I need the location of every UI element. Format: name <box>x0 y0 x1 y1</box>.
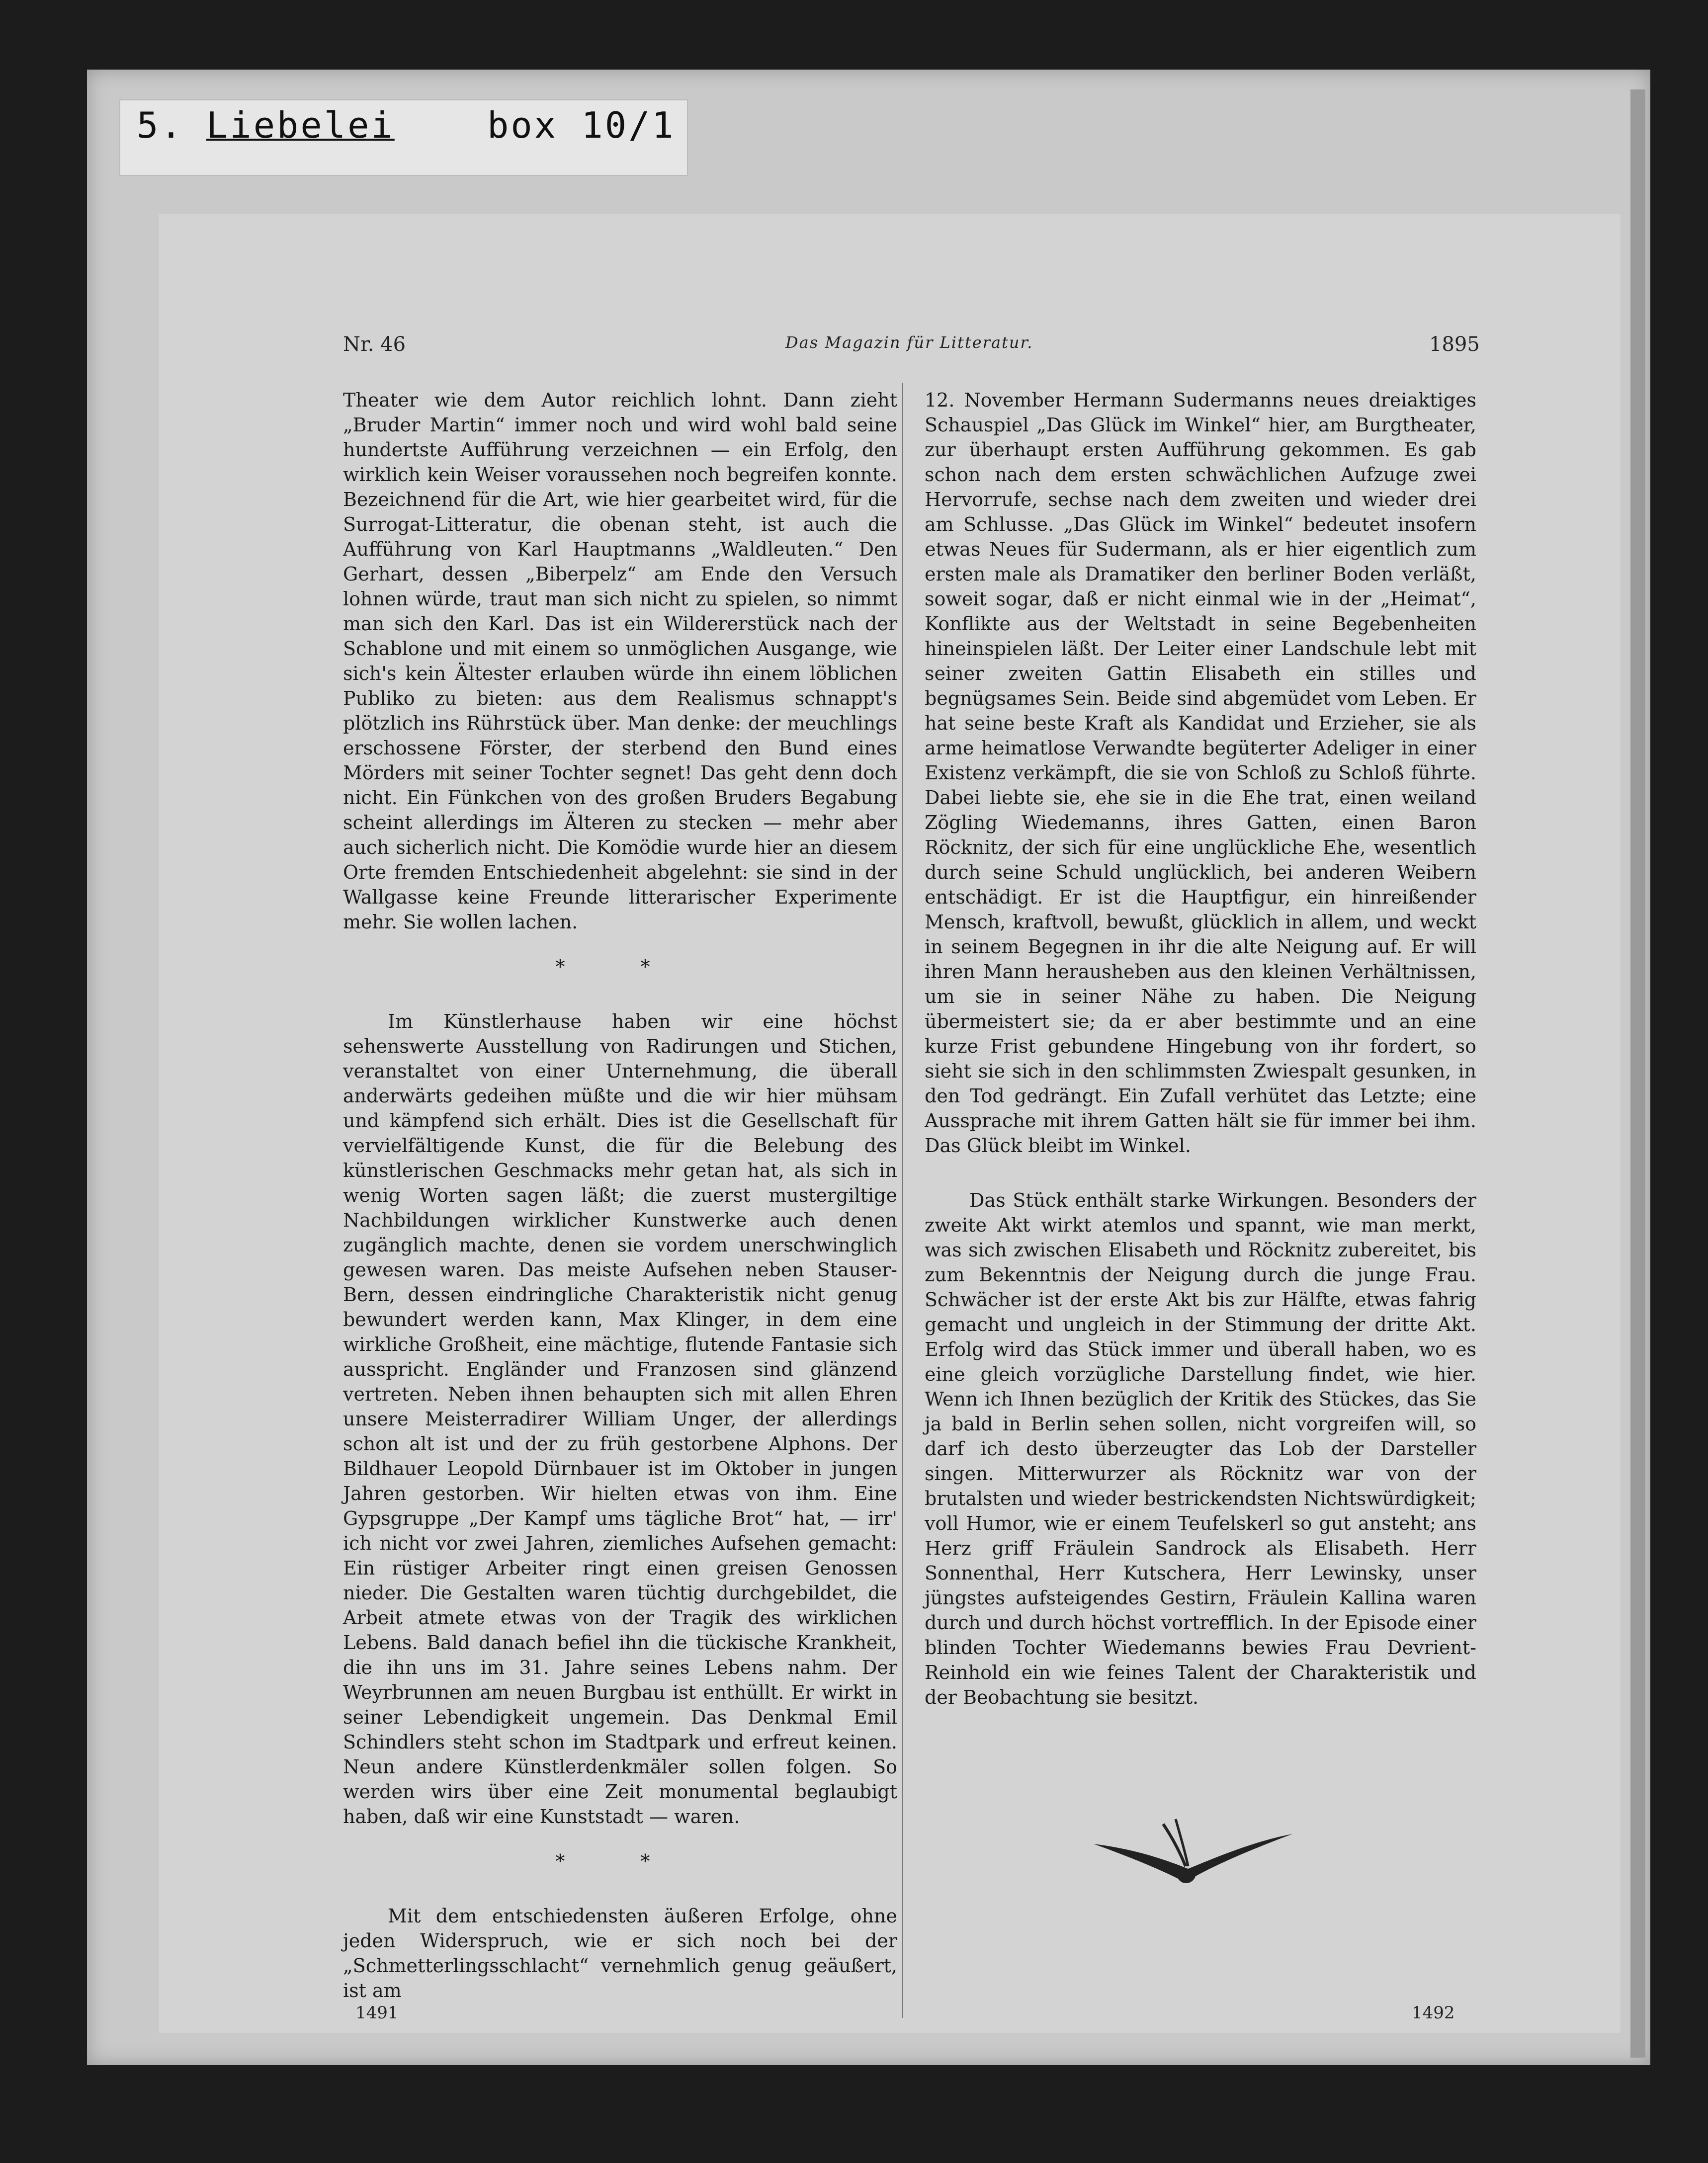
label-title: Liebelei <box>206 104 395 146</box>
left-paragraph-2: Im Künstlerhause haben wir eine höchst sehenswerte Ausstellung von Radirungen und Stichen, veranstaltet von einer Unternehmung, die überall anderwärts gedeihen müßte und die wir hier mühsam und kämpfend sich erhält. Dies ist die Gesellschaft für vervielfältigende Kunst, die für die Belebung des künstlerischen Geschmacks mehr getan hat, als sich in wenig Worten sagen läßt; die zuerst mustergiltige Nachbildungen wirklicher Kunstwerke auch denen zugänglich machte, denen sie vordem unerschwinglich gewesen waren. Das meiste Aufsehen neben Stauser-Bern, dessen eindringliche Charakteristik nicht genug bewundert werden kann, Max Klinger, in dem eine wirkliche Großheit, eine mächtige, flutende Fantasie sich ausspricht. Engländer und Franzosen sind glänzend vertreten. Neben ihnen behaupten sich mit allen Ehren unsere Meisterradirer William Unger, der allerdings schon alt ist und der zu früh gestorbene Alphons. Der Bildhauer Leopold Dürnbauer ist im Oktober in jungen Jahren gestorben. Wir hielten etwas von ihm. Eine Gypsgruppe „Der Kampf ums tägliche Brot“ hat, — irr' ich nicht vor zwei Jahren, ziemliches Aufsehen gemacht: Ein rüstiger Arbeiter ringt einen greisen Genossen nieder. Die Gestalten waren tüchtig durchgebildet, die Arbeit atmete etwas von der Tragik des wirklichen Lebens. Bald danach befiel ihn die tückische Krankheit, die ihn uns im 31. Jahre seines Lebens nahm. Der Weyrbrunnen am neuen Burgbau ist enthüllt. Er wirkt in seiner Lebendigkeit ungemein. Das Denkmal Emil Schindlers steht schon im Stadtpark und erfreut keinen. Neun andere Künstlerdenkmäler sollen folgen. So werden wirs über eine Zeit monumental beglaubigt haben, daß wir eine Kunststadt — waren. <box>343 1010 897 1828</box>
issue-number: Nr. 46 <box>343 333 406 356</box>
column-divider <box>902 383 903 2018</box>
swallow-ornament <box>1089 1814 1297 1894</box>
publication-title: Das Magazin für Litteratur. <box>785 333 1033 352</box>
page-number-left: 1491 <box>355 2003 399 2023</box>
right-column <box>925 388 1476 1710</box>
left-paragraph-3: Mit dem entschiedensten äußeren Erfolge, ohne jeden Widerspruch, wie er sich noch bei der „Schmetterlingsschlacht“ vernehmlich genug geäußert, ist am <box>343 1905 897 2001</box>
left-column <box>343 388 897 2003</box>
sheet-edge <box>1630 89 1645 2058</box>
right-paragraph-1: 12. November Hermann Sudermanns neues dreiaktiges Schauspiel „Das Glück im Winkel“ hier, am Burgtheater, zur überhaupt ersten Aufführung gekommen. Es gab schon nach dem ersten schwächlichen Aufzuge zwei Hervorrufe, sechse nach dem zweiten und wieder drei am Schlusse. „Das Glück im Winkel“ bedeutet insofern etwas Neues für Sudermann, als er hier eigentlich zum ersten male als Dramatiker den berliner Boden verläßt, soweit sogar, daß er nicht einmal wie in der „Heimat“, Konflikte aus der Weltstadt in seine Begebenheiten hineinspielen läßt. Der Leiter einer Landschule lebt mit seiner zweiten Gattin Elisabeth ein stilles und begnügsames Sein. Beide sind abgemüdet vom Leben. Er hat seine beste Kraft als Kandidat und Erzieher, sie als arme heimatlose Verwandte begüterter Adeliger in einer Existenz verkämpft, die sie von Schloß zu Schloß führte. Dabei liebte sie, ehe sie in die Ehe trat, einen weiland Zögling Wiedemanns, ihres Gatten, einen Baron Röcknitz, der sich für eine unglückliche Ehe, wesentlich durch seine Schuld unglücklich, bei anderen Weibern entschädigt. Er ist die Hauptfigur, ein hinreißender Mensch, kraftvoll, bewußt, glücklich in allem, und weckt in seinem Begegnen in ihr die alte Neigung auf. Er will ihren Mann herausheben aus den kleinen Verhältnissen, um sie in seiner Nähe zu haben. Die Neigung übermeistert sie; da er aber bestimmte und an eine kurze Frist gebundene Hingebung von ihr fordert, so sieht sie sich in den schlimmsten Zwiespalt gesunken, in den Tod gedrängt. Ein Zufall verhütet das Letzte; eine Aussprache mit ihrem Gatten hält sie für immer bei ihm. Das Glück bleibt im Winkel. <box>925 389 1476 1157</box>
publication-year: 1895 <box>1429 333 1480 356</box>
page-number-right: 1492 <box>1412 2003 1455 2023</box>
label-box: box 10/1 <box>487 104 676 146</box>
label-number: 5. <box>137 104 184 146</box>
left-paragraph-1: Theater wie dem Autor reichlich lohnt. Dann zieht „Bruder Martin“ immer noch und wird wohl bald seine hundertste Aufführung verzeichnen — ein Erfolg, den wirklich kein Weiser voraussehen noch begreifen konnte. Bezeichnend für die Art, wie hier gearbeitet wird, für die Surrogat-Litteratur, die obenan steht, ist auch die Aufführung von Karl Hauptmanns „Waldleuten.“ Den Gerhart, dessen „Biberpelz“ am Ende den Versuch lohnen würde, traut man sich nicht zu spielen, so nimmt man sich den Karl. Das ist ein Wildererstück nach der Schablone und mit einem so unmöglichen Ausgange, wie sich's kein Ältester erlauben würde ihn einem löblichen Publiko zu bieten: aus dem Realismus schnappt's plötzlich ins Rührstück über. Man denke: der meuchlings erschossene Förster, der sterbend den Bund eines Mörders mit seiner Tochter segnet! Das geht denn doch nicht. Ein Fünkchen von des großen Bruders Begabung scheint allerdings im Älteren zu stecken — mehr aber auch sicherlich nicht. Die Komödie wurde hier an diesem Orte fremden Entschiedenheit abgelehnt: sie sind in der Wallgasse keine Freunde litterarischer Experimente mehr. Sie wollen lachen. <box>343 389 897 933</box>
section-separator-2: * * <box>555 1850 685 1872</box>
right-paragraph-2: Das Stück enthält starke Wirkungen. Besonders der zweite Akt wirkt atemlos und spannt, wie man merkt, was sich zwischen Elisabeth und Röcknitz zubereitet, bis zum Bekenntnis der Neigung durch die junge Frau. Schwächer ist der erste Akt bis zur Hälfte, etwas fahrig gemacht und ungleich in der Stimmung der dritte Akt. Erfolg wird das Stück immer und überall haben, wo es eine gleich vorzügliche Darstellung findet, wie hier. Wenn ich Ihnen bezüglich der Kritik des Stückes, das Sie ja bald in Berlin sehen sollen, nicht vorgreifen will, so darf ich desto überzeugter das Lob der Darsteller singen. Mitterwurzer als Röcknitz war von der brutalsten und wieder bestrickendsten Nichtswürdigkeit; voll Humor, wie er einem Teufelskerl so gut ansteht; ans Herz griff Fräulein Sandrock als Elisabeth. Herr Sonnenthal, Herr Kutschera, Herr Lewinsky, unser jüngstes aufsteigendes Gestirn, Fräulein Kallina waren durch und durch höchst vortrefflich. In der Episode einer blinden Tochter Wiedemanns bewies Frau Devrient-Reinhold ein wie feines Talent der Charakteristik und der Beobachtung sie besitzt. <box>925 1189 1476 1708</box>
section-separator-1: * * <box>555 956 685 978</box>
